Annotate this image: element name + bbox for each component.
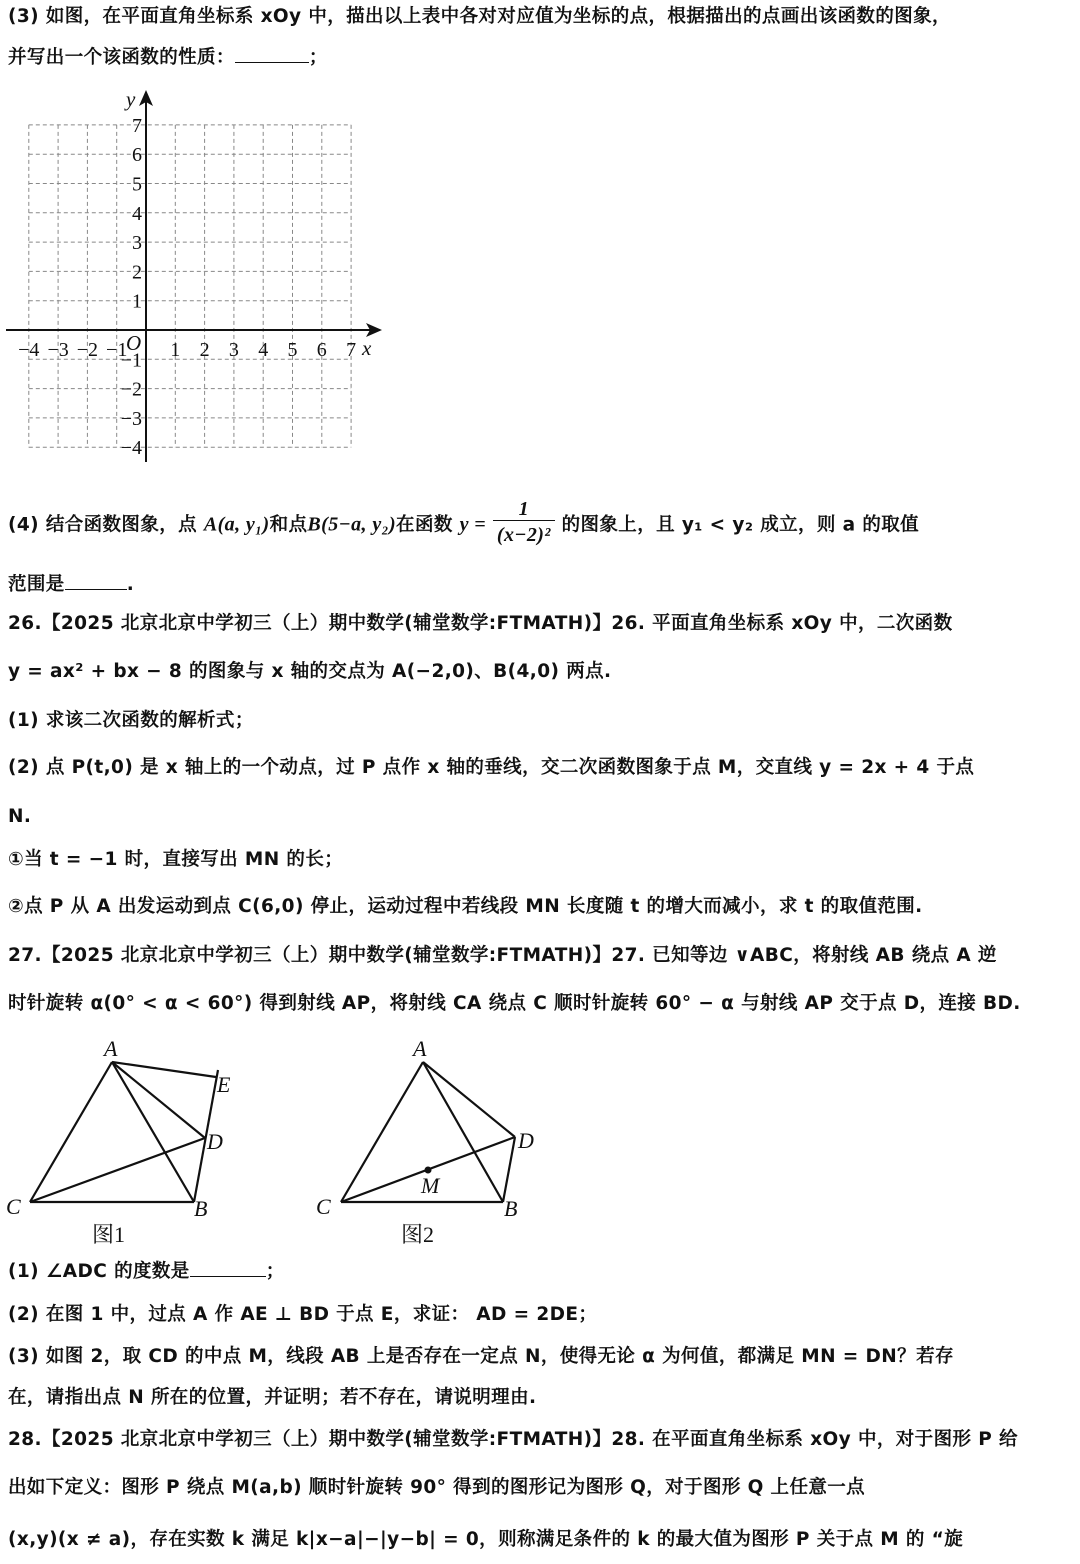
fig2-caption: 图2 [401,1222,435,1247]
fig1-label-e: E [217,1072,231,1097]
p26-line-6: ①当 t = −1 时，直接写出 MN 的长； [8,849,344,870]
x-tick-label: 3 [228,339,239,361]
y-tick-label: −1 [120,349,142,372]
p27-line-2: 时针旋转 α(0° < α < 60°) 得到射线 AP，将射线 CA 绕点 C 顺时针旋转 60° − α 与射线 AP 交于点 D，连接 BD. [8,993,1021,1014]
x-tick-label: 5 [287,339,298,361]
segment-ac [341,1062,423,1202]
answer-blank [235,48,309,63]
p26-line-4: (2) 点 P(t,0) 是 x 轴上的一个动点，过 P 点作 x 轴的垂线，交二次函数图象于点 M，交直线 y = 2x + 4 于点 [8,757,975,778]
y-axis-label: y [126,87,136,111]
figure-2 [300,1030,560,1250]
origin-label: O [126,331,142,355]
p27-sub-1-suffix: ； [265,1261,285,1282]
p26-line-5: N. [8,806,32,827]
x-tick-label: −1 [106,339,128,361]
p26-line-1: 26.【2025 北京北京中学初三（上）期中数学(辅堂数学:FTMATH)】26. 平面直角坐标系 xOy 中，二次函数 [8,613,953,634]
p28-line-2: 出如下定义：图形 P 绕点 M(a,b) 顺时针旋转 90° 得到的图形记为图形 Q，对于图形 Q 上任意一点 [8,1477,866,1498]
y-tick-label: −2 [120,378,142,401]
q4-mid-2: 在函数 [396,514,453,536]
p26-line-7: ②点 P 从 A 出发运动到点 C(6,0) 停止，运动过程中若线段 MN 长度随 t 的增大而减小，求 t 的取值范围. [8,896,923,917]
x-tick-label: 4 [258,339,269,361]
answer-blank [190,1262,266,1277]
p26-line-3: (1) 求该二次函数的解析式； [8,710,254,731]
q3-line-2 [8,45,1072,71]
fig2-label-a: A [413,1036,427,1061]
segment-ac [30,1062,112,1202]
fig2-label-m: M [421,1173,440,1198]
p26-line-2: y = ax² + bx − 8 的图象与 x 轴的交点为 A(−2,0)、B(4,0) 两点. [8,661,612,682]
y-tick-label: 3 [132,232,142,255]
figure-1 [0,1030,260,1250]
p27-sub-1 [8,1259,1072,1285]
answer-blank [65,575,127,590]
q4-prefix: (4) 结合函数图象，点 [8,514,198,536]
q4-line-2 [8,572,1072,598]
segment-cd [30,1138,205,1202]
fig1-label-b: B [194,1196,208,1221]
q4-point-b: B(5−a, y₂) [307,513,397,536]
q4-fraction [493,498,555,549]
segment-bd [503,1137,515,1202]
x-axis-label: x [362,336,372,360]
p27-sub-1-prefix: (1) ∠ADC 的度数是 [8,1261,190,1282]
q4-line-2-text: 范围是 [8,574,65,595]
segment-ad [423,1062,515,1137]
q4-function-lhs: y = [459,513,487,536]
fig1-label-d: D [207,1129,223,1154]
y-tick-label: 4 [132,202,142,225]
x-tick-label: 7 [346,339,357,361]
fig2-label-d: D [518,1128,534,1153]
fig1-label-a: A [104,1036,118,1061]
y-tick-label: −4 [120,437,142,460]
grid-lines [29,125,351,447]
y-tick-label: 6 [132,144,142,167]
x-tick-label: 6 [316,339,327,361]
q4-line-1 [8,500,1072,551]
x-tick-label: −2 [76,339,99,361]
p27-sub-2: (2) 在图 1 中，过点 A 作 AE ⊥ BD 于点 E，求证： AD = 2DE； [8,1304,598,1325]
segment-ab [112,1062,194,1202]
p27-sub-3-line-2: 在，请指出点 N 所在的位置，并证明；若不存在，请说明理由. [8,1387,537,1408]
p27-line-1: 27.【2025 北京北京中学初三（上）期中数学(辅堂数学:FTMATH)】27. 已知等边 ∨ABC，将射线 AB 绕点 A 逆 [8,945,997,966]
fig1-label-c: C [6,1194,21,1219]
y-tick-label: 5 [132,173,142,196]
fig2-label-c: C [316,1194,331,1219]
x-tick-label: −4 [18,339,40,361]
x-tick-label: 2 [199,339,210,361]
q4-point-a: A(a, y₁) [203,513,270,536]
p28-line-3: (x,y)(x ≠ a)，存在实数 k 满足 k|x−a|−|y−b| = 0，则称满足条件的 k 的最大值为图形 P 关于点 M 的 “旋 [8,1529,964,1550]
q3-line-1: (3) 如图，在平面直角坐标系 xOy 中，描出以上表中各对对应值为坐标的点，根据描出的点画出该函数的图象， [8,6,951,27]
q4-mid-1: 和点 [269,514,308,536]
q3-line-2-suffix: ； [308,47,328,68]
q3-line-2-prefix: 并写出一个该函数的性质： [8,47,235,68]
q4-line-2-end: . [126,574,135,595]
coordinate-grid [0,85,400,475]
y-tick-label: 2 [132,261,142,284]
q4-fraction-numerator: 1 [493,498,555,521]
y-tick-label: 1 [132,290,142,313]
p28-line-1: 28.【2025 北京北京中学初三（上）期中数学(辅堂数学:FTMATH)】28. 在平面直角坐标系 xOy 中，对于图形 P 给 [8,1429,1018,1450]
fig2-label-b: B [504,1196,518,1221]
y-tick-label: 7 [132,114,142,137]
q4-suffix: 的图象上，且 y₁ < y₂ 成立，则 a 的取值 [561,514,920,536]
x-tick-label: −3 [47,339,69,361]
y-tick-label: −3 [120,407,142,430]
p27-sub-3-line-1: (3) 如图 2，取 CD 的中点 M，线段 AB 上是否存在一定点 N，使得无论 α 为何值，都满足 MN = DN？若存 [8,1346,954,1367]
fig1-caption: 图1 [92,1222,126,1247]
q4-fraction-denominator: (x−2)² [496,524,551,546]
x-tick-label: 1 [170,339,181,361]
